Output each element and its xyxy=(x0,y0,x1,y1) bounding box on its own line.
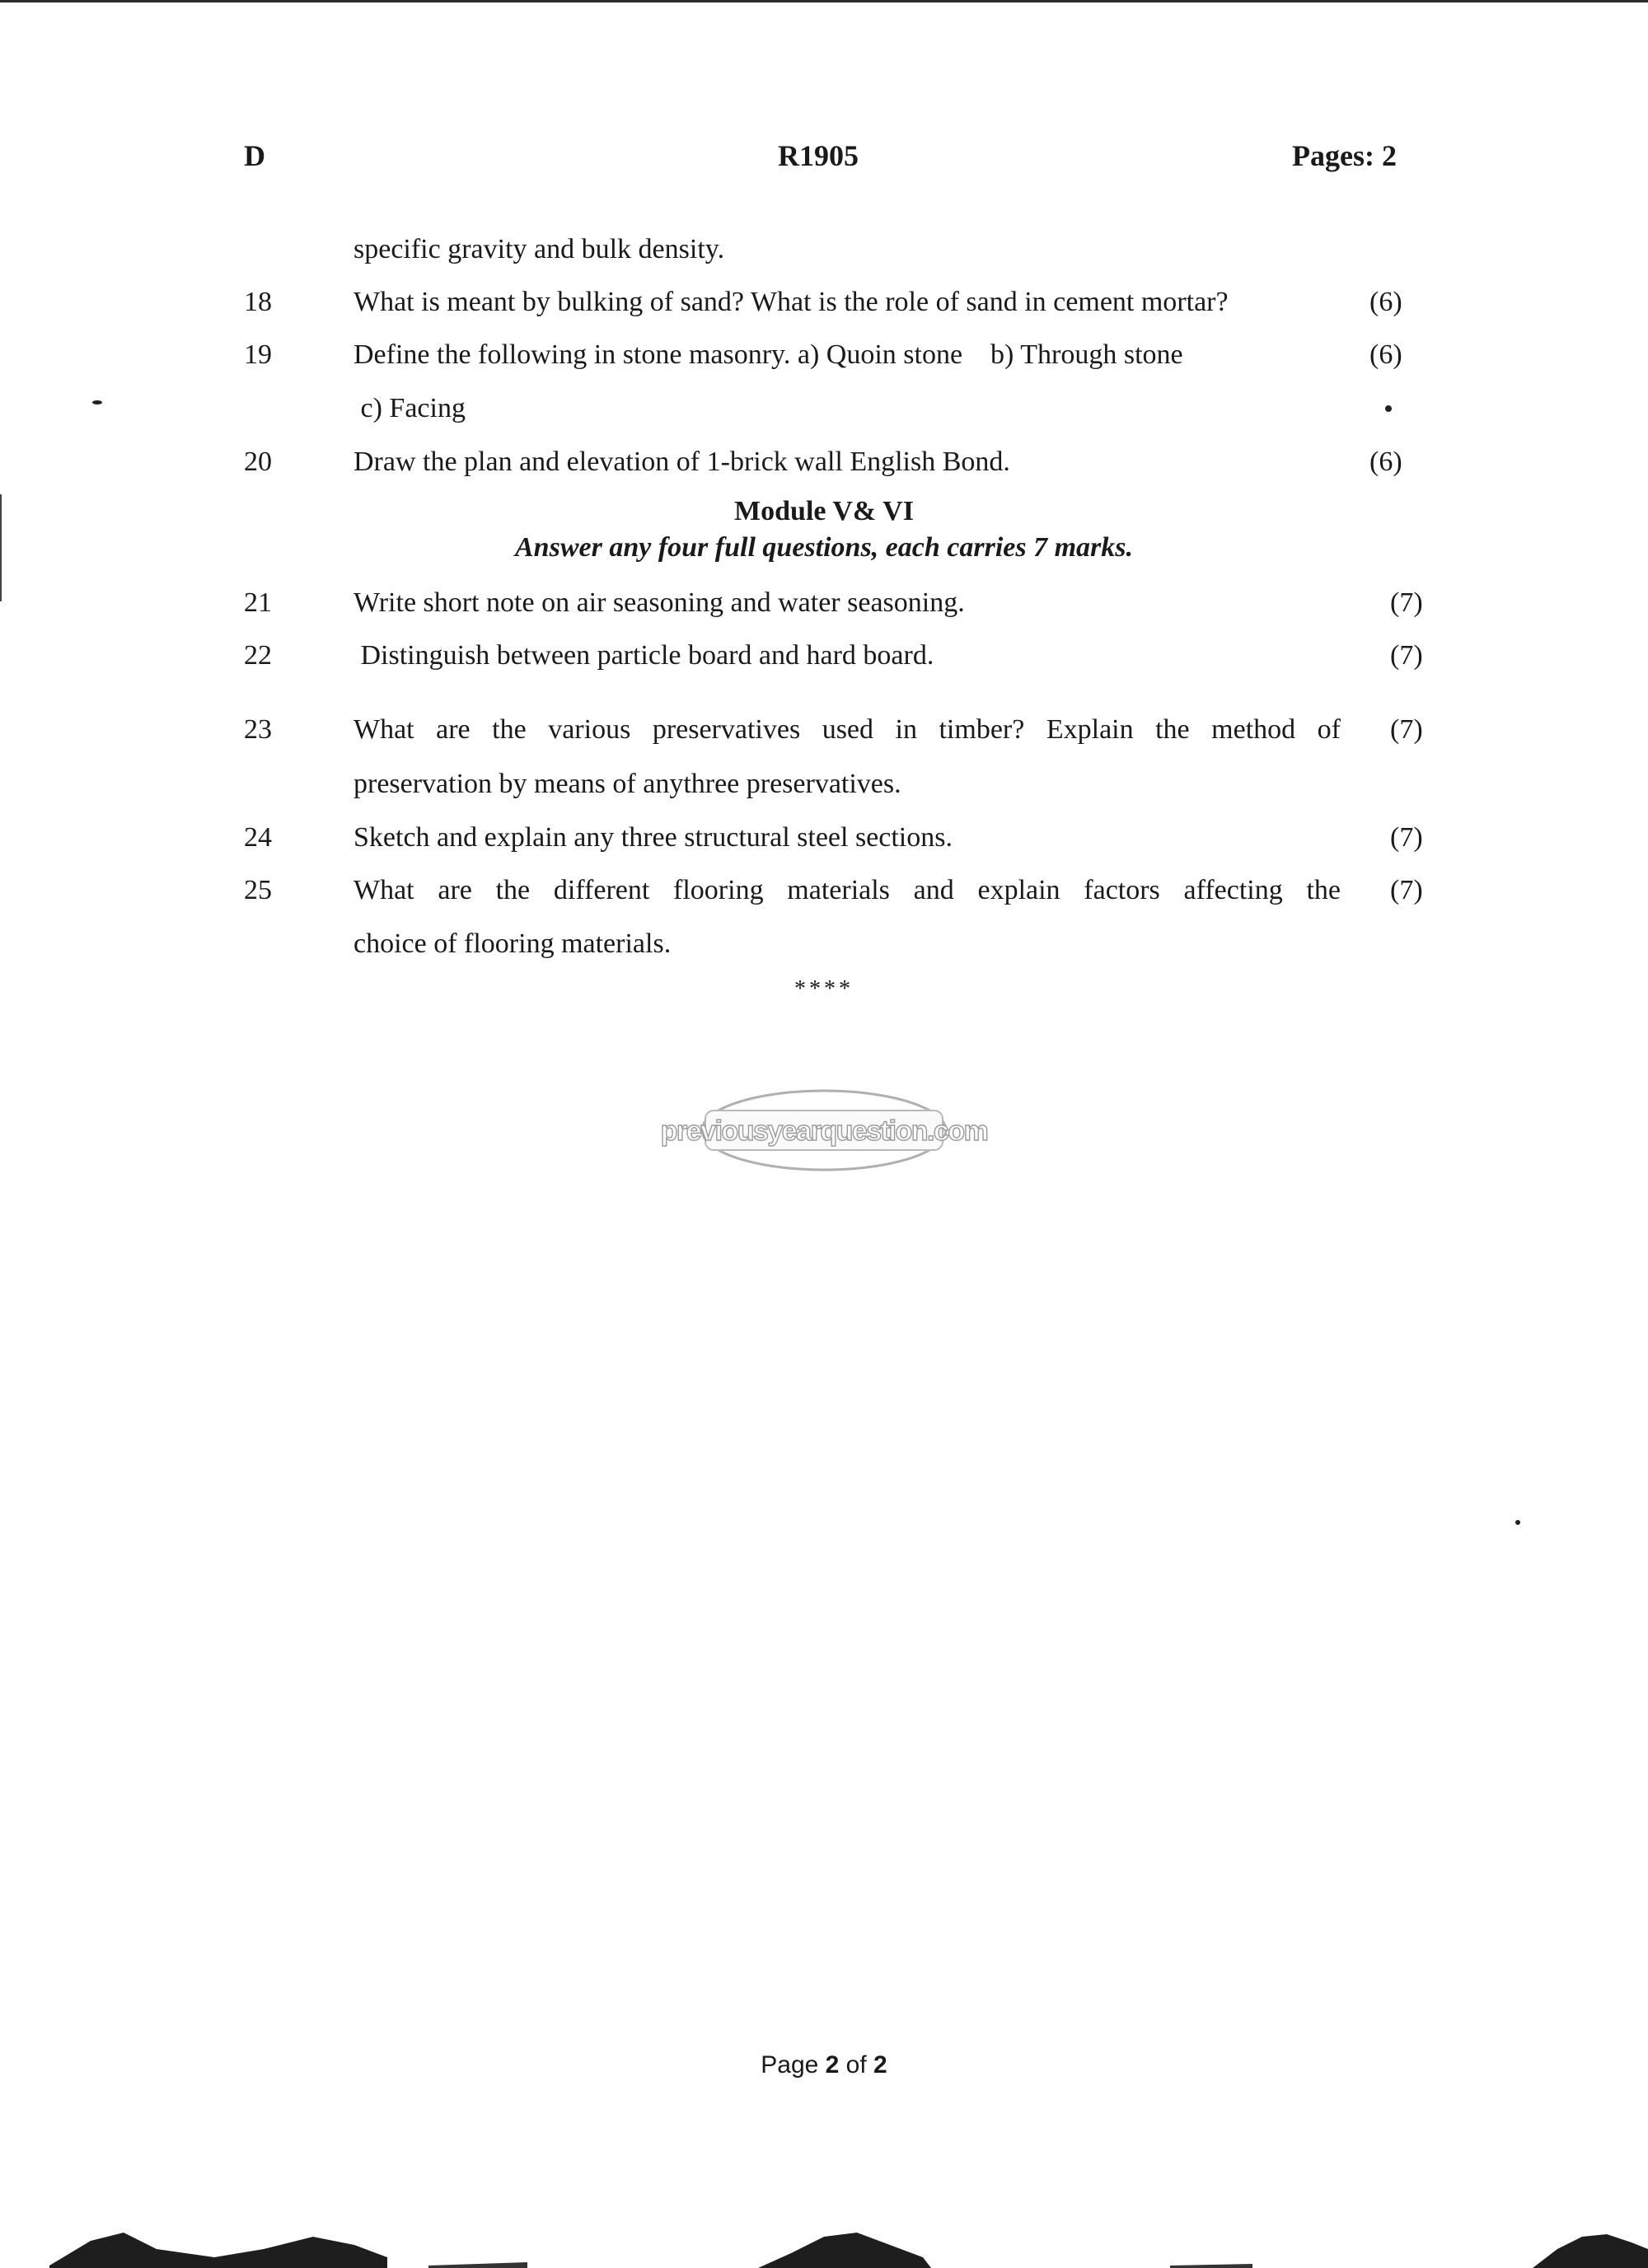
question-number: 18 xyxy=(244,287,272,317)
scan-speck xyxy=(92,400,102,404)
margin-scan-line xyxy=(0,494,2,601)
question-text: Distinguish between particle board and hard board. xyxy=(353,640,934,671)
question-row-21 xyxy=(0,587,1648,629)
paper-code: R1905 xyxy=(778,139,859,172)
footer-prefix: Page xyxy=(761,2051,826,2079)
question-row-23-cont xyxy=(0,769,1648,810)
question-row-25-cont xyxy=(0,928,1648,970)
question-text: Sketch and explain any three structural steel sections. xyxy=(353,822,953,853)
question-row-20 xyxy=(0,447,1648,488)
watermark-logo xyxy=(660,1089,988,1171)
question-text: What are the different flooring materials and explain factors affecting the xyxy=(353,875,1341,905)
question-row-23 xyxy=(0,714,1648,755)
question-text: choice of flooring materials. xyxy=(353,928,672,959)
question-text: Write short note on air seasoning and water seasoning. xyxy=(353,587,965,618)
question-text: What are the various preservatives used in timber? Explain the method of xyxy=(353,714,1341,745)
question-number: 19 xyxy=(244,339,272,370)
scan-speck xyxy=(1385,405,1392,412)
page-count: Pages: 2 xyxy=(1292,139,1397,172)
question-number: 25 xyxy=(244,875,272,905)
paper-code-letter: D xyxy=(244,139,265,172)
end-marker: **** xyxy=(794,976,854,1002)
question-marks: (7) xyxy=(1390,640,1423,671)
svg-text:previousyearquestion.com: previousyearquestion.com xyxy=(660,1115,988,1147)
module-instruction: Answer any four full questions, each carries 7 marks. xyxy=(515,532,1133,563)
question-row-18 xyxy=(0,287,1648,328)
question-marks: (6) xyxy=(1369,339,1402,370)
question-text: Draw the plan and elevation of 1-brick wall English Bond. xyxy=(353,447,1010,477)
footer-current-page: 2 xyxy=(825,2051,840,2079)
question-number: 20 xyxy=(244,447,272,477)
question-marks: (7) xyxy=(1390,714,1423,745)
question-text: What is meant by bulking of sand? What is the role of sand in cement mortar? xyxy=(353,287,1229,317)
module-heading: Module V& VI xyxy=(734,496,914,526)
question-marks: (6) xyxy=(1369,447,1402,477)
question-number: 24 xyxy=(244,822,272,853)
page-footer xyxy=(0,2051,1648,2079)
question-marks: (7) xyxy=(1390,875,1423,905)
bottom-scan-marks xyxy=(0,2191,1648,2268)
scan-speck xyxy=(1515,1520,1520,1525)
question-row-22 xyxy=(0,640,1648,681)
question-marks: (7) xyxy=(1390,822,1423,853)
question-row-19 xyxy=(0,339,1648,381)
footer-total-pages: 2 xyxy=(873,2051,887,2079)
footer-middle: of xyxy=(839,2051,874,2079)
question-continuation xyxy=(0,234,1648,275)
question-row-19-cont xyxy=(0,393,1648,434)
question-row-25 xyxy=(0,875,1648,916)
question-text: specific gravity and bulk density. xyxy=(353,234,725,264)
top-border-line xyxy=(0,0,1648,2)
question-marks: (7) xyxy=(1390,587,1423,618)
question-number: 21 xyxy=(244,587,272,618)
question-number: 22 xyxy=(244,640,272,671)
question-text: preservation by means of anythree preservatives. xyxy=(353,769,901,799)
question-marks: (6) xyxy=(1369,287,1402,317)
question-row-24 xyxy=(0,822,1648,863)
question-text: Define the following in stone masonry. a) Quoin stone b) Through stone xyxy=(353,339,1183,370)
question-number: 23 xyxy=(244,714,272,745)
question-text: c) Facing xyxy=(353,393,466,423)
